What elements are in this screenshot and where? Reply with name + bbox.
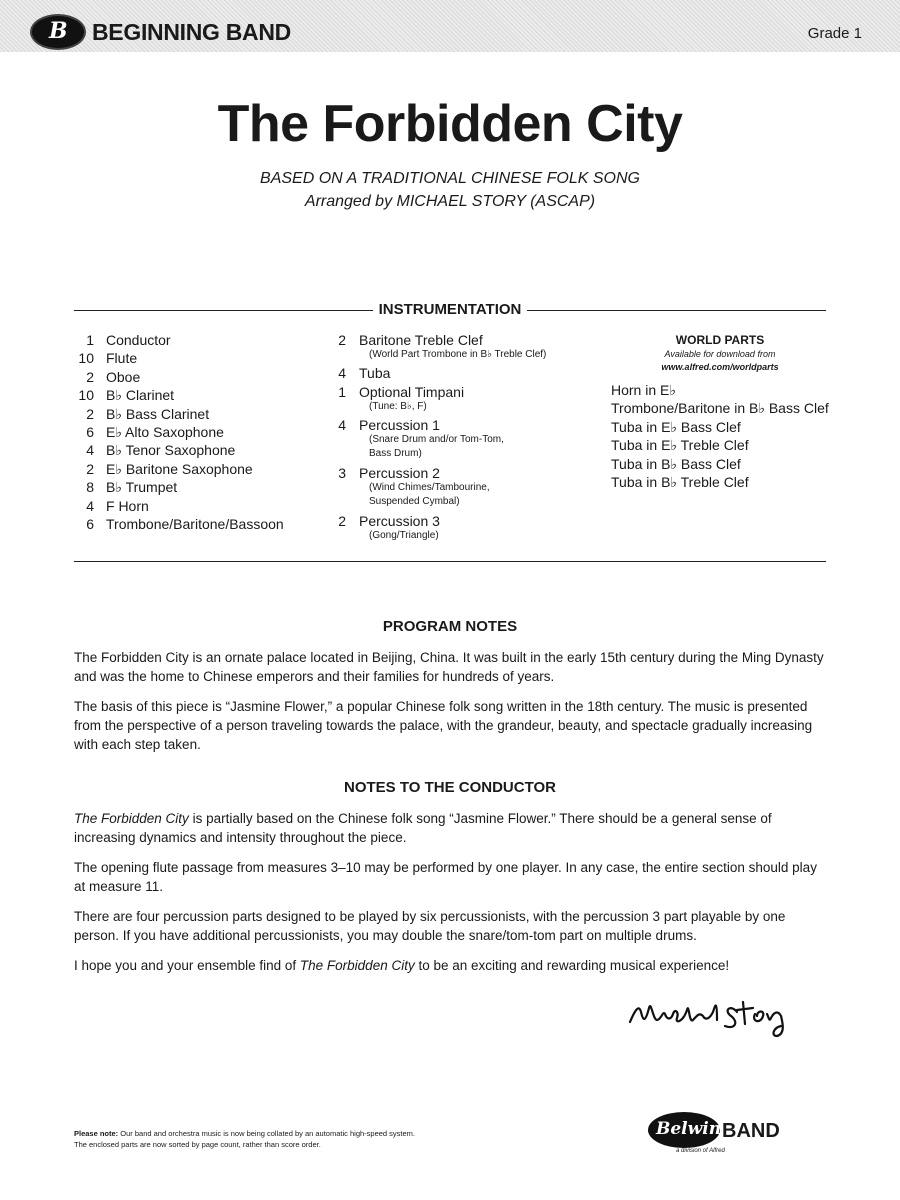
instrument-name: Optional Timpani: [359, 384, 465, 400]
instrument-qty: 4: [338, 365, 346, 381]
instrument-note: (Snare Drum and/or Tom-Tom,: [369, 434, 504, 445]
program-notes-heading: PROGRAM NOTES: [382, 618, 518, 635]
instrument-qty: 4: [338, 417, 346, 433]
publisher-logo-text: Belwin: [656, 1119, 722, 1139]
paragraph-text: is partially based on the Chinese folk song “Jasmine Flower.” There should be a general sense of increasing dynamics and intensity throughout the piece.: [74, 811, 772, 845]
subtitle-arranger: Arranged by MICHAEL STORY (ASCAP): [304, 193, 596, 210]
instrument-name: Baritone Treble Clef: [359, 332, 483, 348]
instrument-name: E♭ Alto Saxophone: [106, 424, 224, 440]
grade-label: Grade 1: [807, 25, 862, 42]
instrument-qty: 2: [86, 405, 94, 422]
world-part-item: Tuba in E♭ Treble Clef: [611, 437, 749, 454]
instrument-name: Percussion 2: [359, 465, 440, 481]
instrument-name: Flute: [106, 350, 138, 367]
instrument-name: E♭ Baritone Saxophone: [106, 460, 253, 477]
instrument-name: B♭ Bass Clarinet: [106, 405, 210, 422]
publisher-division: a division of Alfred: [676, 1148, 725, 1154]
paragraph-text: I hope you and your ensemble find of: [74, 958, 300, 973]
program-notes-paragraph-2: The basis of this piece is “Jasmine Flower,” a popular Chinese folk song written in the 18th century. The music is presented from the perspective of a person traveling towards the palace, with the grandeur, beauty, and spectacle gradually increasing with each step taken.: [74, 699, 813, 752]
note-line-2: The enclosed parts are now sorted by page count, rather than score order.: [74, 1140, 321, 1149]
instrument-qty: 10: [78, 387, 94, 404]
world-parts-subtitle: Available for download from: [664, 349, 776, 359]
conductor-notes-paragraph-2: The opening flute passage from measures 3–10 may be performed by one player. In any case, the entire section should play at measure 11.: [74, 860, 817, 894]
subtitle-source: BASED ON A TRADITIONAL CHINESE FOLK SONG: [260, 170, 640, 187]
collation-note: [74, 1128, 415, 1150]
series-logo: [30, 14, 86, 50]
instrument-name: B♭ Tenor Saxophone: [106, 442, 236, 459]
page-header: [0, 0, 900, 52]
note-label: Please note:: [74, 1129, 119, 1138]
program-notes-paragraph-1: The Forbidden City is an ornate palace located in Beijing, China. It was built in the early 15th century during the Ming Dynasty and was the home to Chinese emperors and their families for hundreds of years.: [74, 650, 824, 684]
instrument-qty: 10: [78, 350, 94, 367]
instrument-qty: 2: [86, 368, 94, 385]
publisher-logo: [648, 1112, 720, 1148]
world-parts-url: www.alfred.com/worldparts: [661, 362, 779, 372]
instrument-note: (World Part Trombone in B♭ Treble Clef): [369, 349, 547, 360]
paragraph-text: to be an exciting and rewarding musical experience!: [414, 958, 730, 973]
series-name: BEGINNING BAND: [92, 19, 291, 45]
instrument-name: F Horn: [106, 497, 149, 514]
world-part-item: Tuba in B♭ Treble Clef: [611, 474, 749, 490]
note-line-1: Our band and orchestra music is now being collated by an automatic high-speed system.: [118, 1129, 416, 1138]
world-part-item: Tuba in E♭ Bass Clef: [611, 418, 741, 435]
instrumentation-heading: [0, 301, 900, 319]
conductor-notes-heading: NOTES TO THE CONDUCTOR: [344, 779, 556, 796]
instrument-qty: 6: [86, 424, 94, 440]
instrumentation-rule-bottom: [74, 561, 826, 562]
instrument-qty: 4: [86, 442, 94, 459]
instrument-qty: 2: [338, 513, 346, 529]
signature-michael-story: [625, 990, 825, 1040]
world-part-item: Horn in E♭: [611, 382, 676, 398]
piece-title-italic: The Forbidden City: [74, 811, 189, 826]
instrument-note: (Gong/Triangle): [369, 530, 439, 541]
world-parts-title: WORLD PARTS: [675, 333, 765, 347]
instrument-qty: 1: [338, 384, 346, 400]
conductor-notes-paragraph-4: [74, 956, 826, 975]
world-part-item: Tuba in B♭ Bass Clef: [611, 455, 741, 472]
instrument-name: Conductor: [106, 332, 171, 348]
instrument-qty: 4: [86, 497, 94, 514]
logo-letter: B: [49, 18, 68, 44]
instrument-note: (Tune: B♭, F): [369, 401, 427, 412]
instrument-note: Suspended Cymbal): [369, 496, 460, 507]
instrument-qty: 2: [338, 332, 346, 348]
instrument-name: Percussion 3: [359, 513, 440, 529]
instrument-qty: 3: [338, 465, 346, 481]
page-title: The Forbidden City: [217, 95, 683, 153]
instrument-qty: 1: [86, 332, 94, 348]
instrument-name: B♭ Trumpet: [106, 479, 178, 496]
instrument-name: Tuba: [359, 365, 391, 381]
instrument-qty: 2: [86, 460, 94, 477]
instrument-name: Trombone/Baritone/Bassoon: [106, 516, 284, 532]
instrumentation-heading-text: INSTRUMENTATION: [373, 301, 528, 318]
instrument-name: B♭ Clarinet: [106, 387, 175, 404]
instrument-name: Percussion 1: [359, 417, 440, 433]
instrument-note: Bass Drum): [369, 448, 422, 459]
world-part-item: Trombone/Baritone in B♭ Bass Clef: [611, 400, 829, 417]
publisher-band-label: BAND: [722, 1120, 780, 1142]
instrument-note: (Wind Chimes/Tambourine,: [369, 482, 490, 493]
instrument-qty: 8: [86, 479, 94, 496]
conductor-notes-paragraph-3: There are four percussion parts designed to be played by six percussionists, with the percussion 3 part playable by one person. If you have additional percussionists, you may double the snare/tom-tom part on multiple drums.: [74, 909, 786, 943]
piece-title-italic: The Forbidden City: [299, 958, 415, 973]
conductor-notes-paragraph-1: [74, 809, 826, 847]
instrument-name: Oboe: [106, 368, 141, 385]
instrument-qty: 6: [86, 516, 94, 532]
